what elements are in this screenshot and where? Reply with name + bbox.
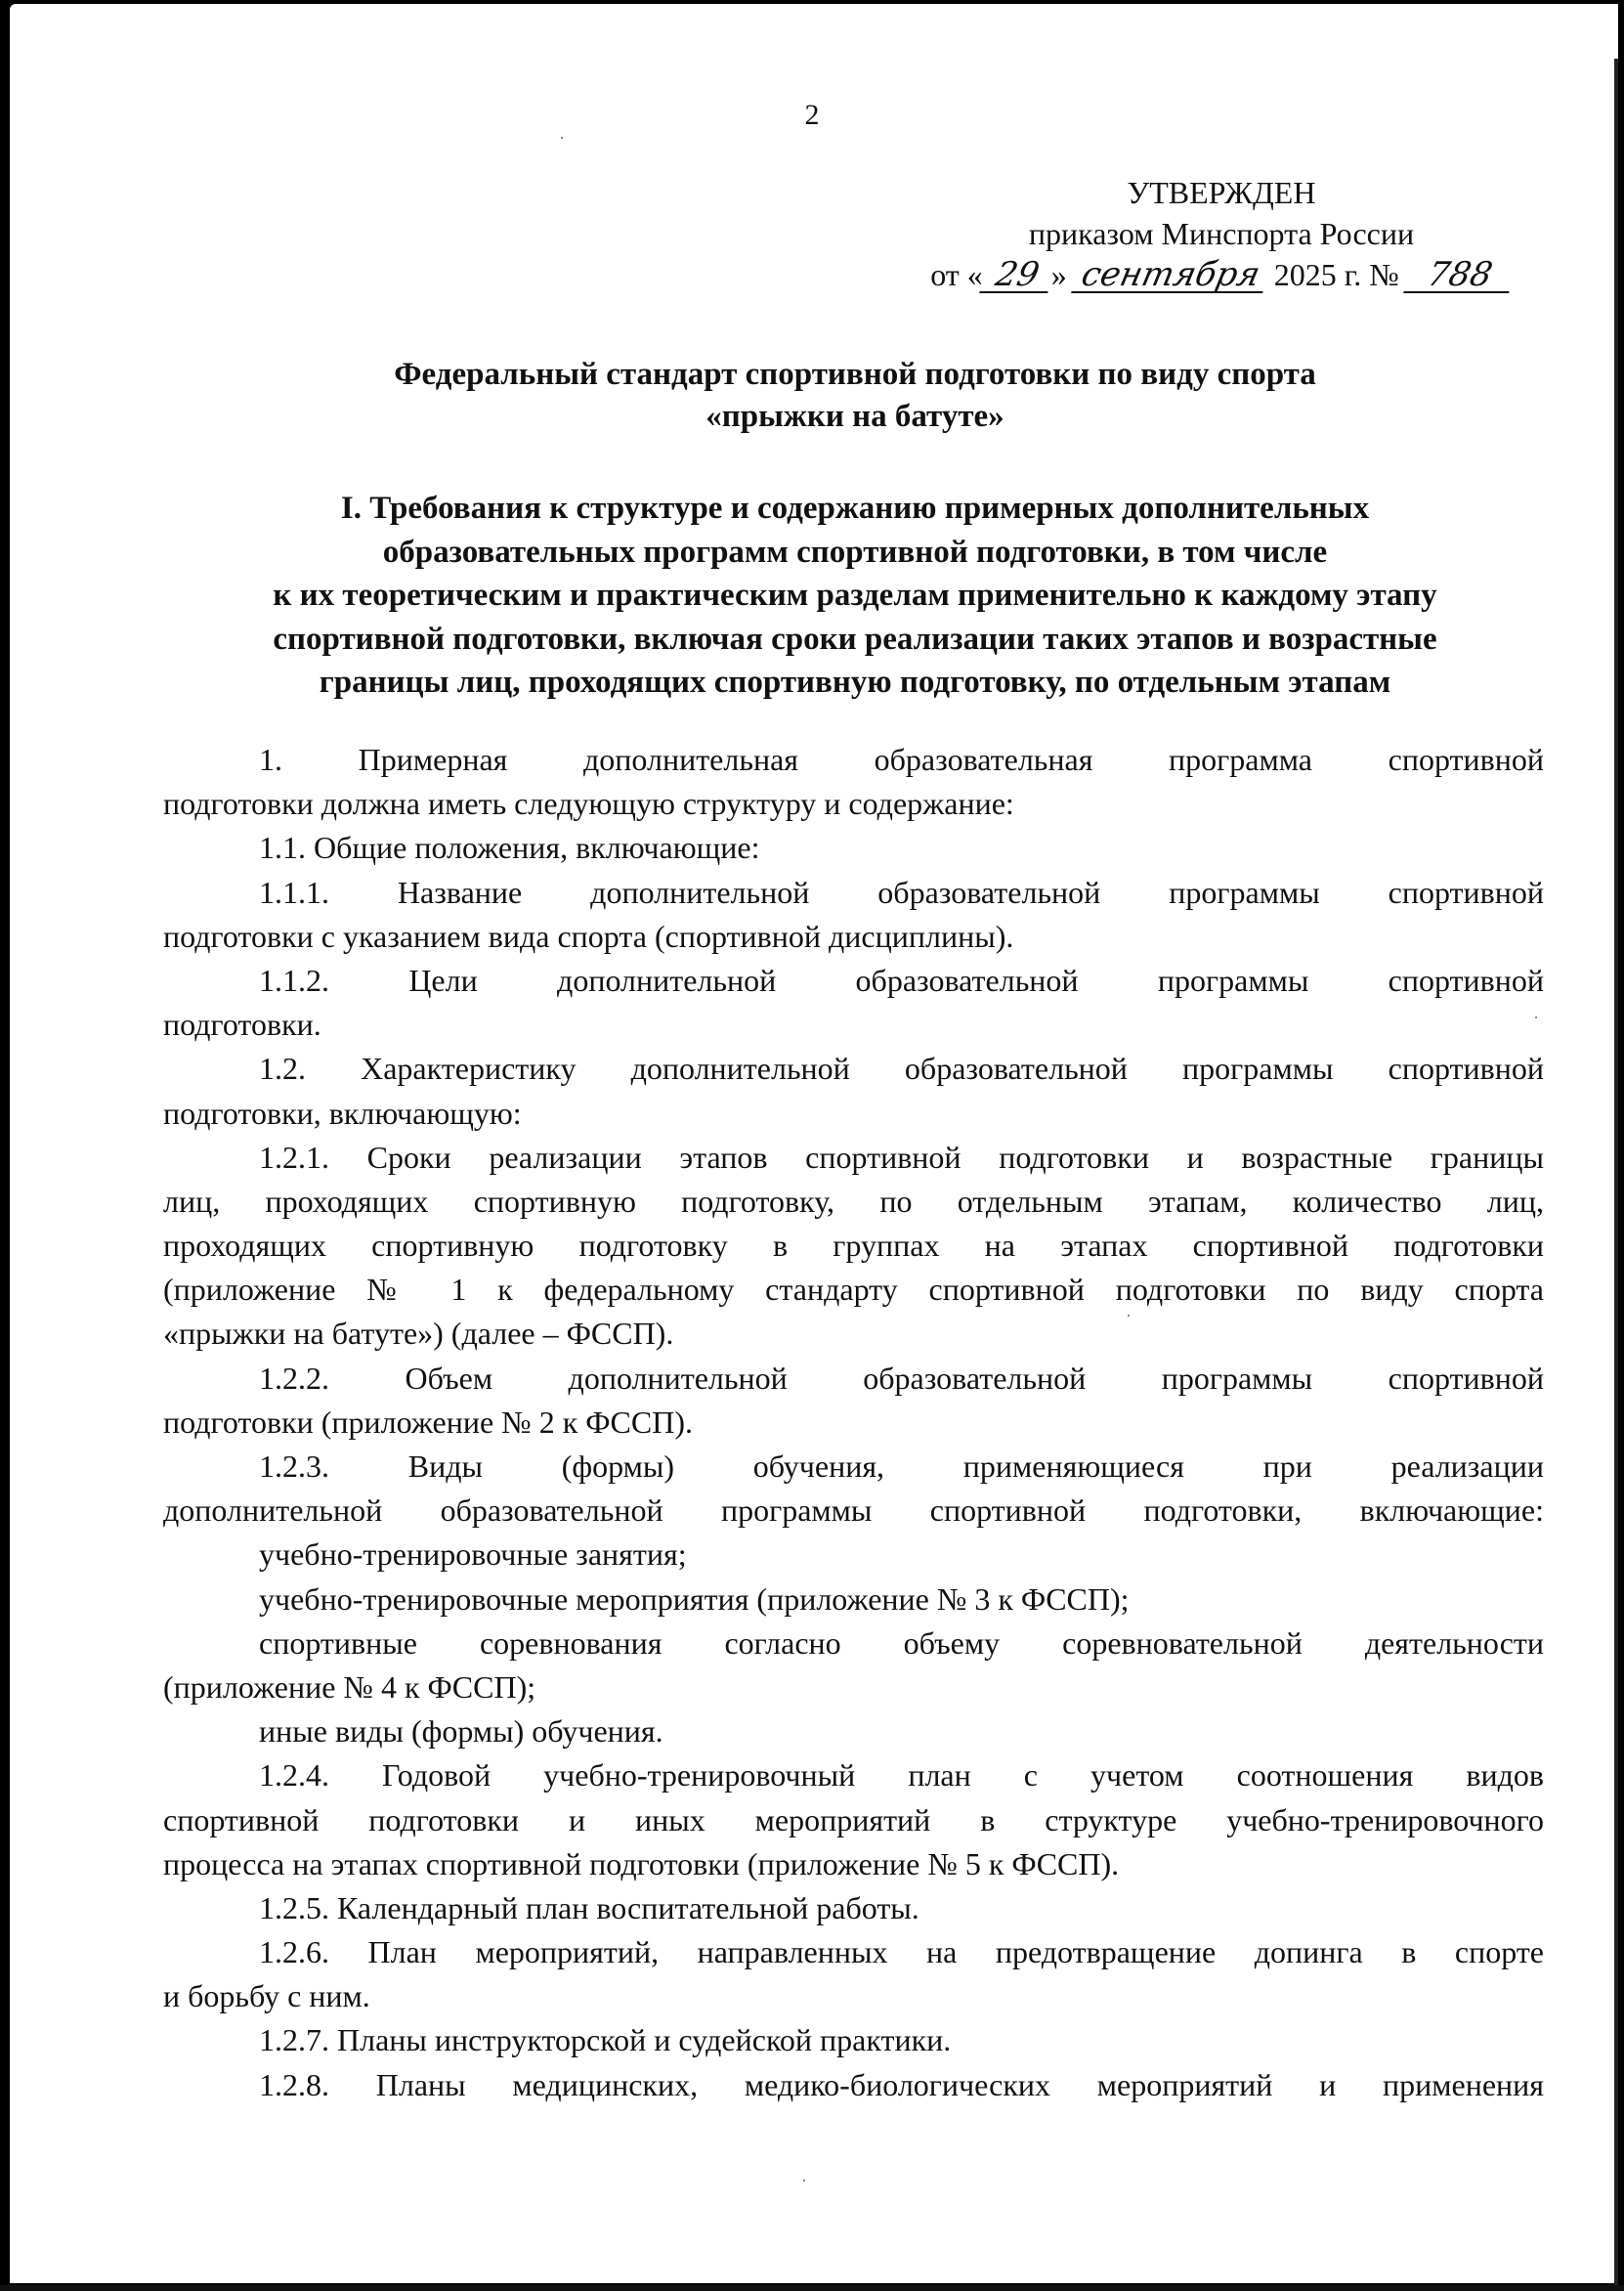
date-year: 2025 г. № bbox=[1265, 257, 1407, 292]
body-line: 1.2.1. Сроки реализации этапов спортивной подготовки и возрастные границы bbox=[259, 1139, 1544, 1175]
approval-date-line bbox=[860, 254, 1583, 295]
body-line: дополнительной образовательной программы спортивной подготовки, включающие: bbox=[163, 1492, 1544, 1529]
scan-speck bbox=[803, 2180, 805, 2182]
body-line: 1. Примерная дополнительная образовательная программа спортивной bbox=[259, 742, 1544, 777]
title-line: Федеральный стандарт спортивной подготовки по виду спорта bbox=[394, 357, 1316, 392]
scan-speck bbox=[1535, 1016, 1537, 1018]
body-line: 1.2.6. План мероприятий, направленных на предотвращение допинга в спорте bbox=[259, 1934, 1544, 1970]
body-line: процесса на этапах спортивной подготовки (приложение № 5 к ФССП). bbox=[163, 1845, 1120, 1881]
section-heading-line: к их теоретическим и практическим разделам применительно к каждому этапу bbox=[273, 578, 1437, 614]
body-line: 1.2.3. Виды (формы) обучения, применяющиеся при реализации bbox=[259, 1448, 1544, 1484]
page-number: 2 bbox=[804, 99, 820, 131]
approval-by-line: приказом Минспорта России bbox=[1028, 216, 1415, 251]
body-line: (приложение № 4 к ФССП); bbox=[163, 1668, 536, 1705]
body-line: спортивной подготовки и иных мероприятий в структуре учебно-тренировочного bbox=[163, 1801, 1544, 1837]
document-title bbox=[156, 354, 1554, 438]
body-line: 1.2.5. Календарный план воспитательной работы. bbox=[259, 1889, 919, 1925]
date-prefix: от « bbox=[930, 257, 983, 292]
scan-speck bbox=[1128, 1315, 1130, 1317]
body-line: 1.1.2. Цели дополнительной образовательной программы спортивной bbox=[259, 962, 1544, 998]
body-line: учебно-тренировочные мероприятия (приложение № 3 к ФССП); bbox=[259, 1580, 1130, 1617]
body-line: 1.2. Характеристику дополнительной образовательной программы спортивной bbox=[259, 1051, 1544, 1087]
body-line: (приложение № 1 к федеральному стандарту спортивной подготовки по виду спорта bbox=[163, 1272, 1544, 1308]
handwritten-month: сентября bbox=[1071, 258, 1270, 293]
body-line: 1.2.4. Годовой учебно-тренировочный план с учетом соотношения видов bbox=[259, 1757, 1544, 1794]
body-line: подготовки должна иметь следующую структуру и содержание: bbox=[163, 786, 1014, 822]
body-line: 1.1.1. Название дополнительной образовательной программы спортивной bbox=[259, 874, 1544, 910]
body-line: подготовки, включающую: bbox=[163, 1095, 522, 1131]
handwritten-day: 29 bbox=[979, 258, 1055, 293]
date-mid: » bbox=[1050, 257, 1075, 292]
body-line: спортивные соревнования согласно объему соревновательной деятельности bbox=[259, 1624, 1544, 1661]
body-line: 1.2.2. Объем дополнительной образовательной программы спортивной bbox=[259, 1360, 1544, 1396]
body-line: проходящих спортивную подготовку в группах на этапах спортивной подготовки bbox=[163, 1228, 1544, 1264]
section-heading-line: спортивной подготовки, включая сроки реализации таких этапов и возрастные bbox=[273, 621, 1437, 657]
scan-bottom-edge bbox=[0, 2285, 1624, 2291]
title-line: «прыжки на батуте» bbox=[705, 399, 1004, 434]
approval-status: УТВЕРЖДЕН bbox=[1127, 175, 1316, 210]
body-line: 1.1. Общие положения, включающие: bbox=[259, 830, 760, 866]
body-line: и борьбу с ним. bbox=[163, 1978, 370, 2014]
section-heading bbox=[156, 487, 1554, 705]
handwritten-order-number: 788 bbox=[1403, 258, 1517, 293]
body-line: «прыжки на батуте») (далее – ФССП). bbox=[163, 1316, 674, 1352]
body-line: иные виды (формы) обучения. bbox=[259, 1713, 663, 1750]
body-line: 1.2.8. Планы медицинских, медико-биологических мероприятий и применения bbox=[259, 2066, 1544, 2102]
body-line: лиц, проходящих спортивную подготовку, по отдельным этапам, количество лиц, bbox=[163, 1183, 1544, 1219]
body-line: учебно-тренировочные занятия; bbox=[259, 1536, 687, 1573]
body-line: подготовки (приложение № 2 к ФССП). bbox=[163, 1404, 693, 1440]
body-line: подготовки. bbox=[163, 1007, 321, 1043]
section-heading-line: образовательных программ спортивной подготовки, в том числе bbox=[382, 534, 1328, 570]
approval-block bbox=[860, 172, 1583, 295]
body-line: 1.2.7. Планы инструкторской и судейской практики. bbox=[259, 2022, 952, 2058]
document-body bbox=[163, 738, 1544, 2107]
scan-speck bbox=[561, 137, 563, 139]
section-heading-line: границы лиц, проходящих спортивную подготовку, по отдельным этапам bbox=[319, 665, 1391, 701]
scan-edge-line bbox=[1614, 59, 1618, 2287]
section-heading-line: I. Требования к структуре и содержанию примерных дополнительных bbox=[340, 491, 1370, 526]
body-line: подготовки с указанием вида спорта (спортивной дисциплины). bbox=[163, 918, 1014, 954]
